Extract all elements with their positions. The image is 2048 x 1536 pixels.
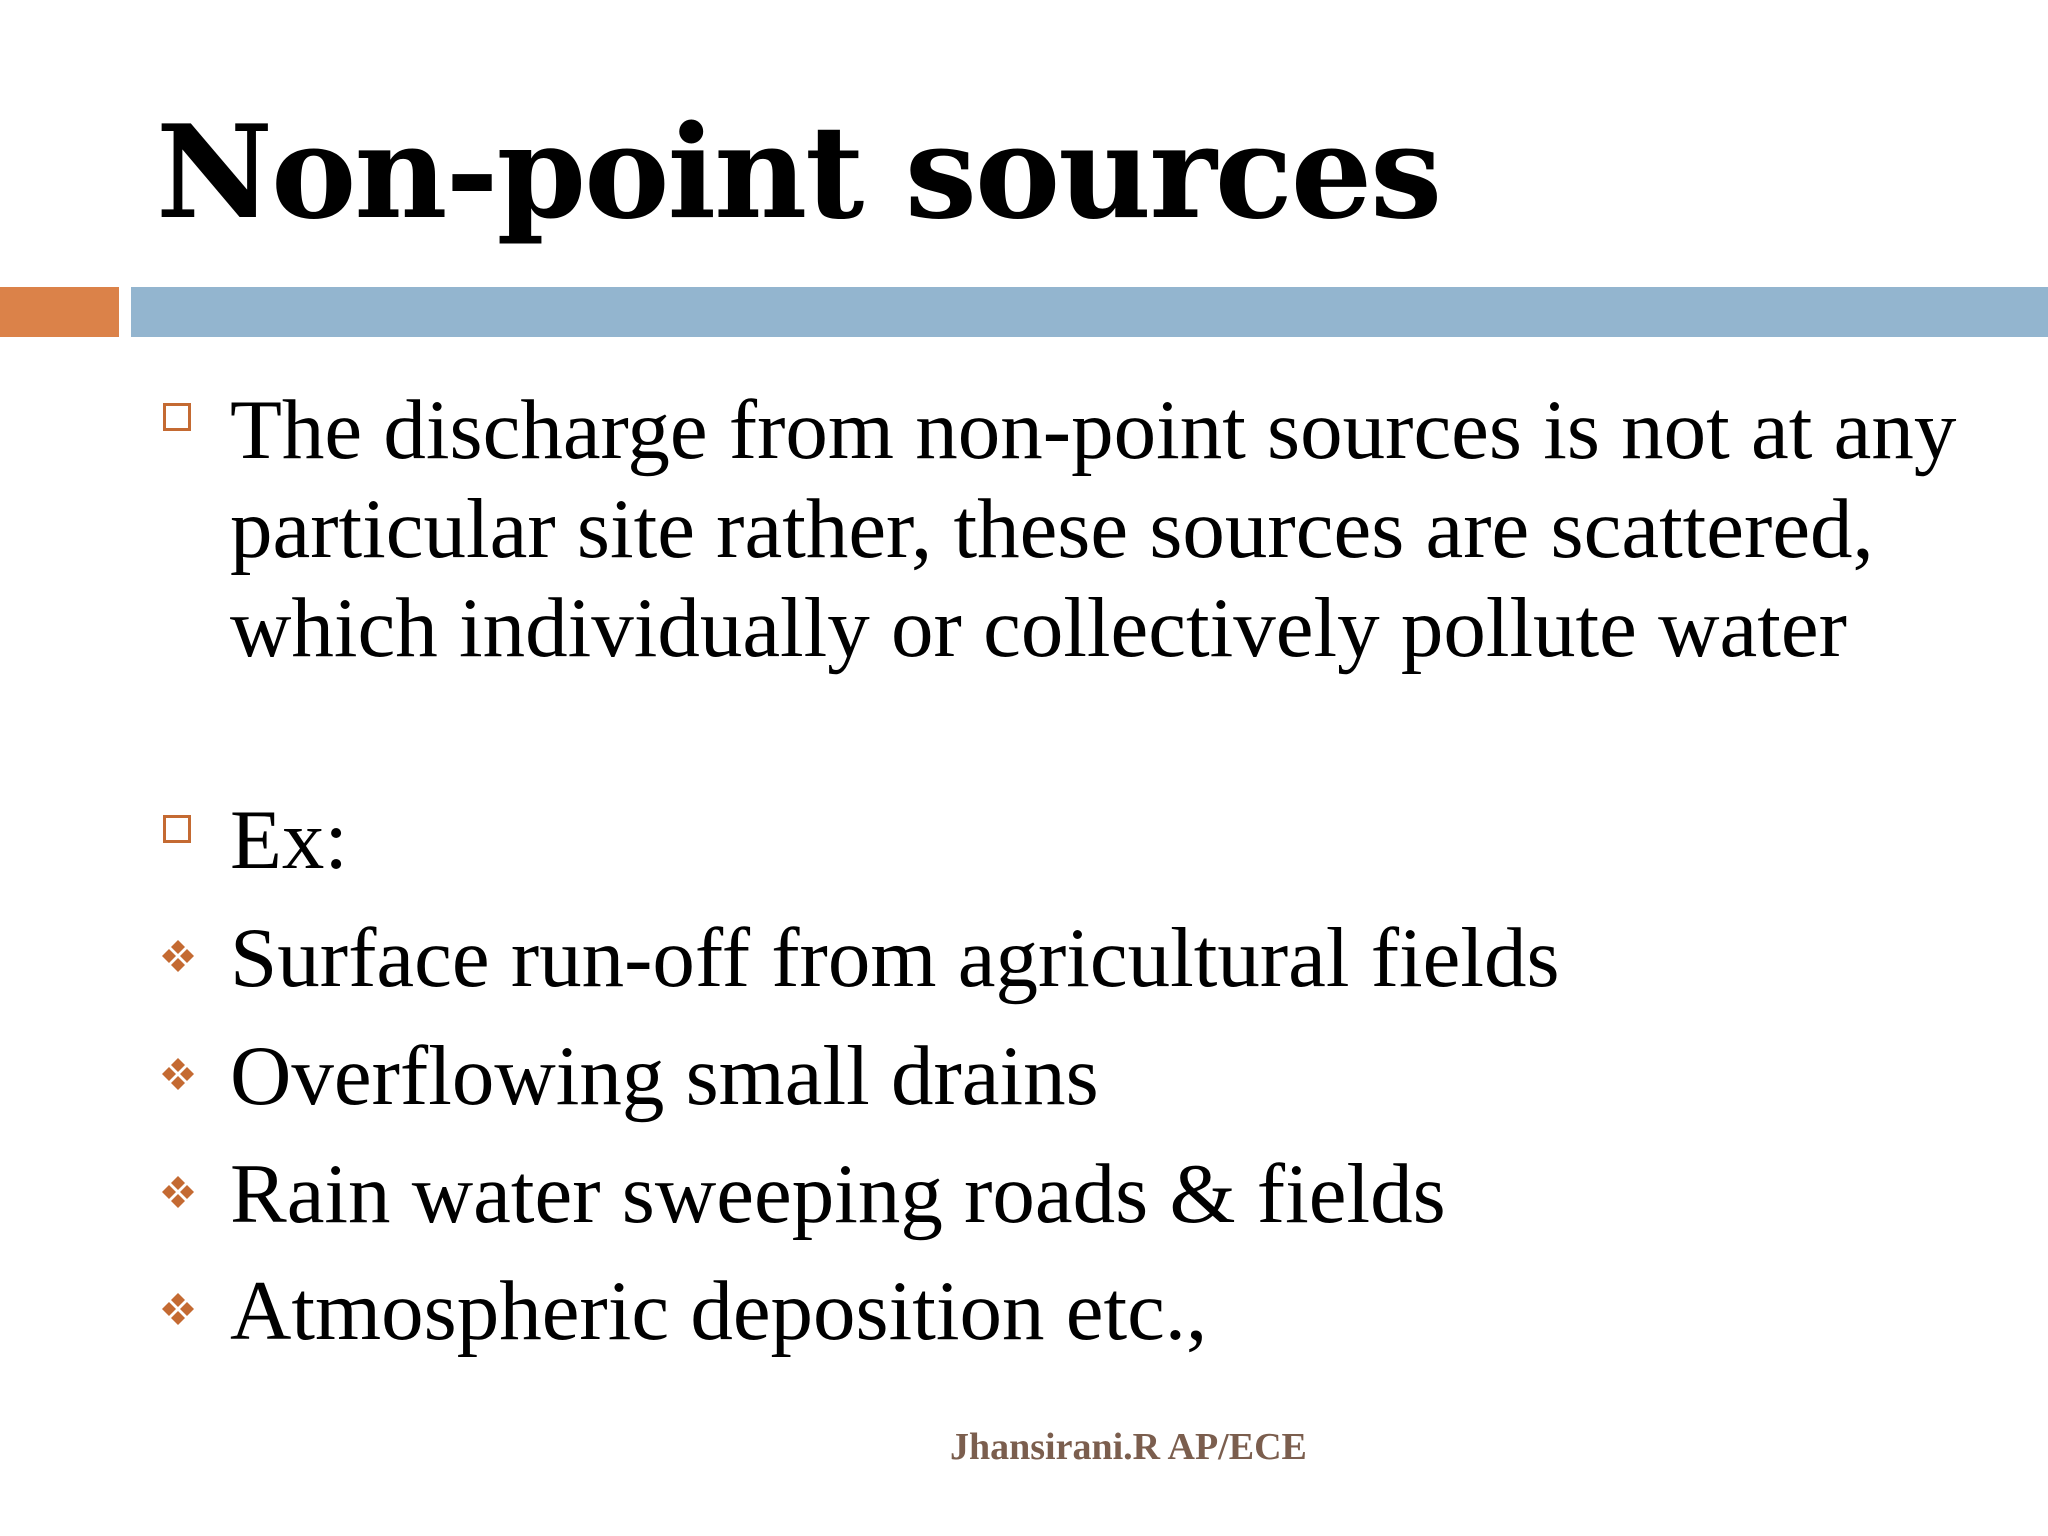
diamond-bullet-icon: [158, 1054, 198, 1094]
slide-title: Non-point sources: [156, 98, 1441, 248]
bullet-text: The discharge from non-point sources is not at any particular site rather, these sources are scattered, which individually or collectively pollute water: [230, 383, 1957, 675]
bullet-text: Rain water sweeping roads & fields: [230, 1147, 1446, 1241]
bullet-text: Atmospheric deposition etc.,: [230, 1264, 1208, 1358]
diamond-bullet-icon: [158, 1172, 198, 1212]
author-footer: Jhansirani.R AP/ECE: [950, 1426, 1307, 1468]
square-bullet-icon: [163, 815, 191, 843]
bullet-text: Ex:: [230, 793, 349, 887]
square-bullet-icon: [163, 403, 191, 431]
diamond-bullet-icon: [158, 1289, 198, 1329]
bullet-text: Surface run-off from agricultural fields: [230, 911, 1560, 1005]
bullet-text: Overflowing small drains: [230, 1029, 1099, 1123]
diamond-bullet-icon: [158, 936, 198, 976]
